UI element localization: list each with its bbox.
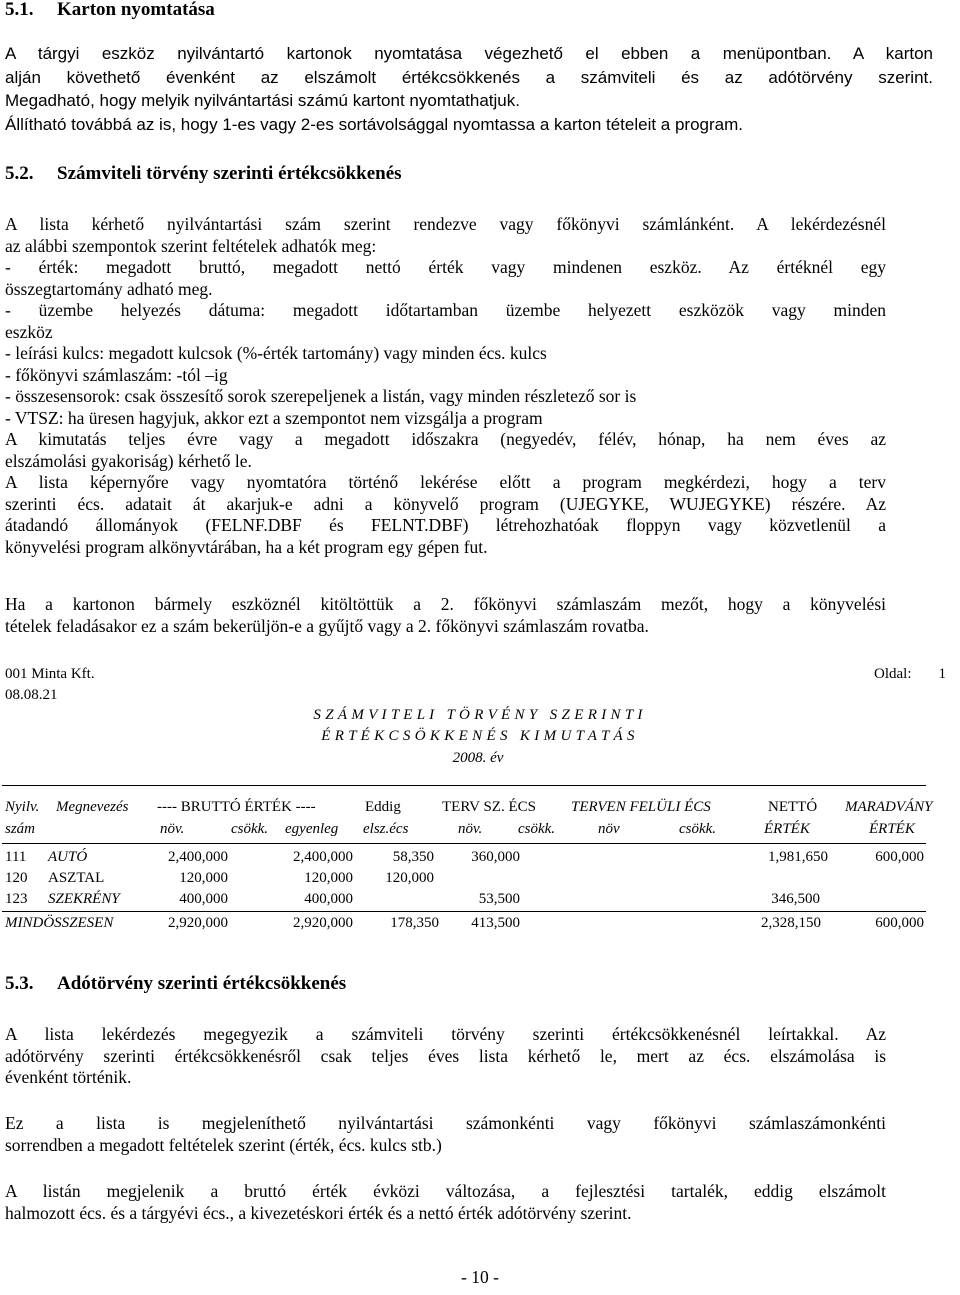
- section-5-3-heading: [5, 973, 346, 995]
- row-maradvany: 600,000: [875, 849, 924, 865]
- col-header-terv-csokk: csökk.: [518, 821, 556, 837]
- row-name: AUTÓ: [48, 849, 88, 865]
- row-number: 120: [5, 870, 28, 886]
- col-header-feluli-nov: növ: [598, 821, 620, 837]
- paragraph-line: A listán megjelenik a bruttó érték évközi változása, a fejlesztési tartalék, eddig elszámolt: [5, 1181, 886, 1201]
- paragraph-line: összegtartomány adható meg.: [5, 278, 213, 299]
- paragraph-line: A lista kérhető nyilvántartási szám szerint rendezve vagy főkönyvi számlánként. A lekérdezésnél: [5, 214, 886, 234]
- row-nov: 120,000: [179, 870, 228, 886]
- report-page-number: 1: [938, 666, 946, 682]
- col-header-nyilv: Nyilv.: [5, 799, 40, 815]
- table-row: [0, 849, 960, 869]
- row-name: ASZTAL: [48, 870, 105, 886]
- paragraph-line: - főkönyvi számlaszám: -tól –ig: [5, 364, 228, 385]
- paragraph-line: alján követhető évenként az elszámolt értékcsökkenés a számviteli és az adótörvény szerint.: [5, 67, 933, 87]
- section-5-2-body: [5, 214, 886, 558]
- col-header-feluli-csokk: csökk.: [679, 821, 717, 837]
- paragraph-line: - érték: megadott bruttó, megadott nettó érték vagy mindenen eszköz. Az értéknél egy: [5, 257, 886, 277]
- row-egyenleg: 400,000: [304, 891, 353, 907]
- col-header-egyenleg: egyenleg: [285, 821, 339, 837]
- paragraph-line: - VTSZ: ha üresen hagyjuk, akkor ezt a szempontot nem vizsgálja a program: [5, 407, 543, 428]
- total-row: [0, 915, 960, 935]
- paragraph-line: Ez a lista is megjeleníthető nyilvántartási számonkénti vagy főkönyvi számlaszámonkénti: [5, 1113, 886, 1133]
- report-rule-header: [2, 843, 926, 844]
- section-title: Számviteli törvény szerinti értékcsökkenés: [57, 163, 402, 184]
- col-header-maradvany-ertek: ÉRTÉK: [869, 821, 915, 837]
- section-title: Adótörvény szerinti értékcsökkenés: [57, 973, 347, 994]
- row-eddig: 120,000: [385, 870, 434, 886]
- section-number: 5.3.: [5, 973, 34, 994]
- section-5-2-note: [5, 594, 886, 637]
- table-row: [0, 891, 960, 911]
- col-header-netto-ertek: ÉRTÉK: [764, 821, 810, 837]
- section-5-3-para-1: [5, 1024, 886, 1089]
- total-egyenleg: 2,920,000: [293, 915, 353, 931]
- total-netto: 2,328,150: [761, 915, 821, 931]
- col-header-terv-nov: növ.: [458, 821, 483, 837]
- col-header-megnevezes: Megnevezés: [56, 799, 129, 815]
- paragraph-line: - leírási kulcs: megadott kulcsok (%-érték tartomány) vagy minden écs. kulcs: [5, 343, 547, 363]
- row-nov: 2,400,000: [168, 849, 228, 865]
- paragraph-line: könyvelési program alkönyvtárában, ha a két program egy gépen fut.: [5, 536, 488, 557]
- paragraph-line: halmozott écs. és a tárgyévi écs., a kivezetéskori érték és a nettó érték adótörvény szerint.: [5, 1202, 632, 1223]
- col-header-eddig: Eddig: [365, 799, 401, 815]
- paragraph-line: A tárgyi eszköz nyilvántartó kartonok nyomtatása végezhető el ebben a menüpontban. A karton: [5, 44, 933, 63]
- row-egyenleg: 2,400,000: [293, 849, 353, 865]
- total-maradvany: 600,000: [875, 915, 924, 931]
- paragraph-line: A kimutatás teljes évre vagy a megadott időszakra (negyedév, félév, hónap, ha nem éves az: [5, 429, 886, 449]
- section-5-3-para-2: [5, 1113, 886, 1156]
- paragraph-line: sorrendben a megadott feltételek szerint (érték, écs. kulcs stb.): [5, 1134, 442, 1155]
- paragraph-line: elszámolási gyakoriság) kérhető le.: [5, 450, 252, 471]
- col-header-elsz: elsz.écs: [363, 821, 409, 837]
- section-title: Karton nyomtatása: [57, 0, 215, 20]
- report-rule-top: [2, 785, 926, 786]
- paragraph-line: Megadható, hogy melyik nyilvántartási számú kartont nyomtathatjuk.: [5, 91, 520, 110]
- section-number: 5.2.: [5, 163, 34, 184]
- col-header-csokk: csökk.: [231, 821, 269, 837]
- report-title-line-2: É R T É K C S Ö K K E N É S K I M U T A T Á S: [321, 728, 635, 744]
- paragraph-line: átadandó állományok (FELNF.DBF és FELNT.DBF) létrehozhatóak floppyn vagy közvetlenül a: [5, 515, 886, 535]
- row-terv-nov: 53,500: [478, 891, 520, 907]
- total-nov: 2,920,000: [168, 915, 228, 931]
- section-number: 5.1.: [5, 0, 34, 20]
- section-5-3-para-3: [5, 1181, 886, 1224]
- paragraph-line: évenként történik.: [5, 1067, 132, 1087]
- section-5-1-body: [5, 42, 933, 136]
- row-egyenleg: 120,000: [304, 870, 353, 886]
- row-eddig: 58,350: [392, 849, 434, 865]
- section-5-1-heading: [5, 0, 215, 21]
- paragraph-line: az alábbi szempontok szerint feltételek adhatók meg:: [5, 235, 377, 256]
- table-row: [0, 870, 960, 890]
- paragraph-line: Ha a kartonon bármely eszköznél kitöltöttük a 2. főkönyvi számlaszám mezőt, hogy a könyvelési: [5, 594, 886, 614]
- total-eddig: 178,350: [390, 915, 439, 931]
- paragraph-line: Állítható továbbá az is, hogy 1-es vagy 2-es sortávolsággal nyomtassa a karton tételeit a program.: [5, 114, 744, 134]
- row-netto: 1,981,650: [768, 849, 828, 865]
- paragraph-line: adótörvény szerinti értékcsökkenésről csak teljes éves lista kérhető le, mert az écs. elszámolása is: [5, 1045, 886, 1066]
- paragraph-line: szerinti écs. adatait át akarjuk-e adni a könyvelő program (UJEGYKE, WUJEGYKE) részére. Az: [5, 493, 886, 514]
- row-name: SZEKRÉNY: [48, 891, 120, 907]
- col-header-terv-sz: TERV SZ. ÉCS: [442, 799, 536, 815]
- paragraph-line: - üzembe helyezés dátuma: megadott időtartamban üzembe helyezett eszközök vagy minden: [5, 300, 886, 320]
- row-terv-nov: 360,000: [471, 849, 520, 865]
- report-date: 08.08.21: [5, 687, 58, 703]
- paragraph-line: - összesensorok: csak összesítő sorok szerepeljenek a listán, vagy minden részletező sor is: [5, 386, 637, 406]
- row-netto: 346,500: [771, 891, 820, 907]
- paragraph-line: A lista lekérdezés megegyezik a számviteli törvény szerinti értékcsökkenésnél leírtakkal. Az: [5, 1024, 886, 1044]
- col-header-szam: szám: [5, 821, 36, 837]
- total-label: MINDÖSSZESEN: [5, 915, 114, 931]
- paragraph-line: tételek feladásakor ez a szám bekerüljön-e a gyűjtő vagy a 2. főkönyvi számlaszám rovatba.: [5, 615, 649, 636]
- section-5-2-heading: [5, 163, 402, 185]
- report-company: 001 Minta Kft.: [5, 666, 95, 682]
- report-page-label: Oldal:: [874, 666, 912, 682]
- col-header-maradvany: MARADVÁNY: [845, 799, 933, 815]
- paragraph-line: eszköz: [5, 321, 53, 342]
- report-title-line-1: S Z Á M V I T E L I T Ö R V É N Y S Z E R I N T I: [313, 707, 643, 723]
- row-number: 111: [5, 849, 27, 865]
- page-number: - 10 -: [461, 1267, 499, 1287]
- col-header-brutto: ---- BRUTTÓ ÉRTÉK ----: [157, 799, 316, 815]
- row-number: 123: [5, 891, 28, 907]
- col-header-terven-feluli: TERVEN FELÜLI ÉCS: [571, 799, 711, 815]
- total-terv-nov: 413,500: [471, 915, 520, 931]
- report-year: 2008. év: [452, 750, 504, 766]
- paragraph-line: A lista képernyőre vagy nyomtatóra történő lekérése előtt a program megkérdezi, hogy a terv: [5, 472, 886, 492]
- col-header-nov: növ.: [160, 821, 185, 837]
- row-nov: 400,000: [179, 891, 228, 907]
- col-header-netto: NETTÓ: [768, 799, 818, 815]
- report-rule-total: [2, 911, 926, 912]
